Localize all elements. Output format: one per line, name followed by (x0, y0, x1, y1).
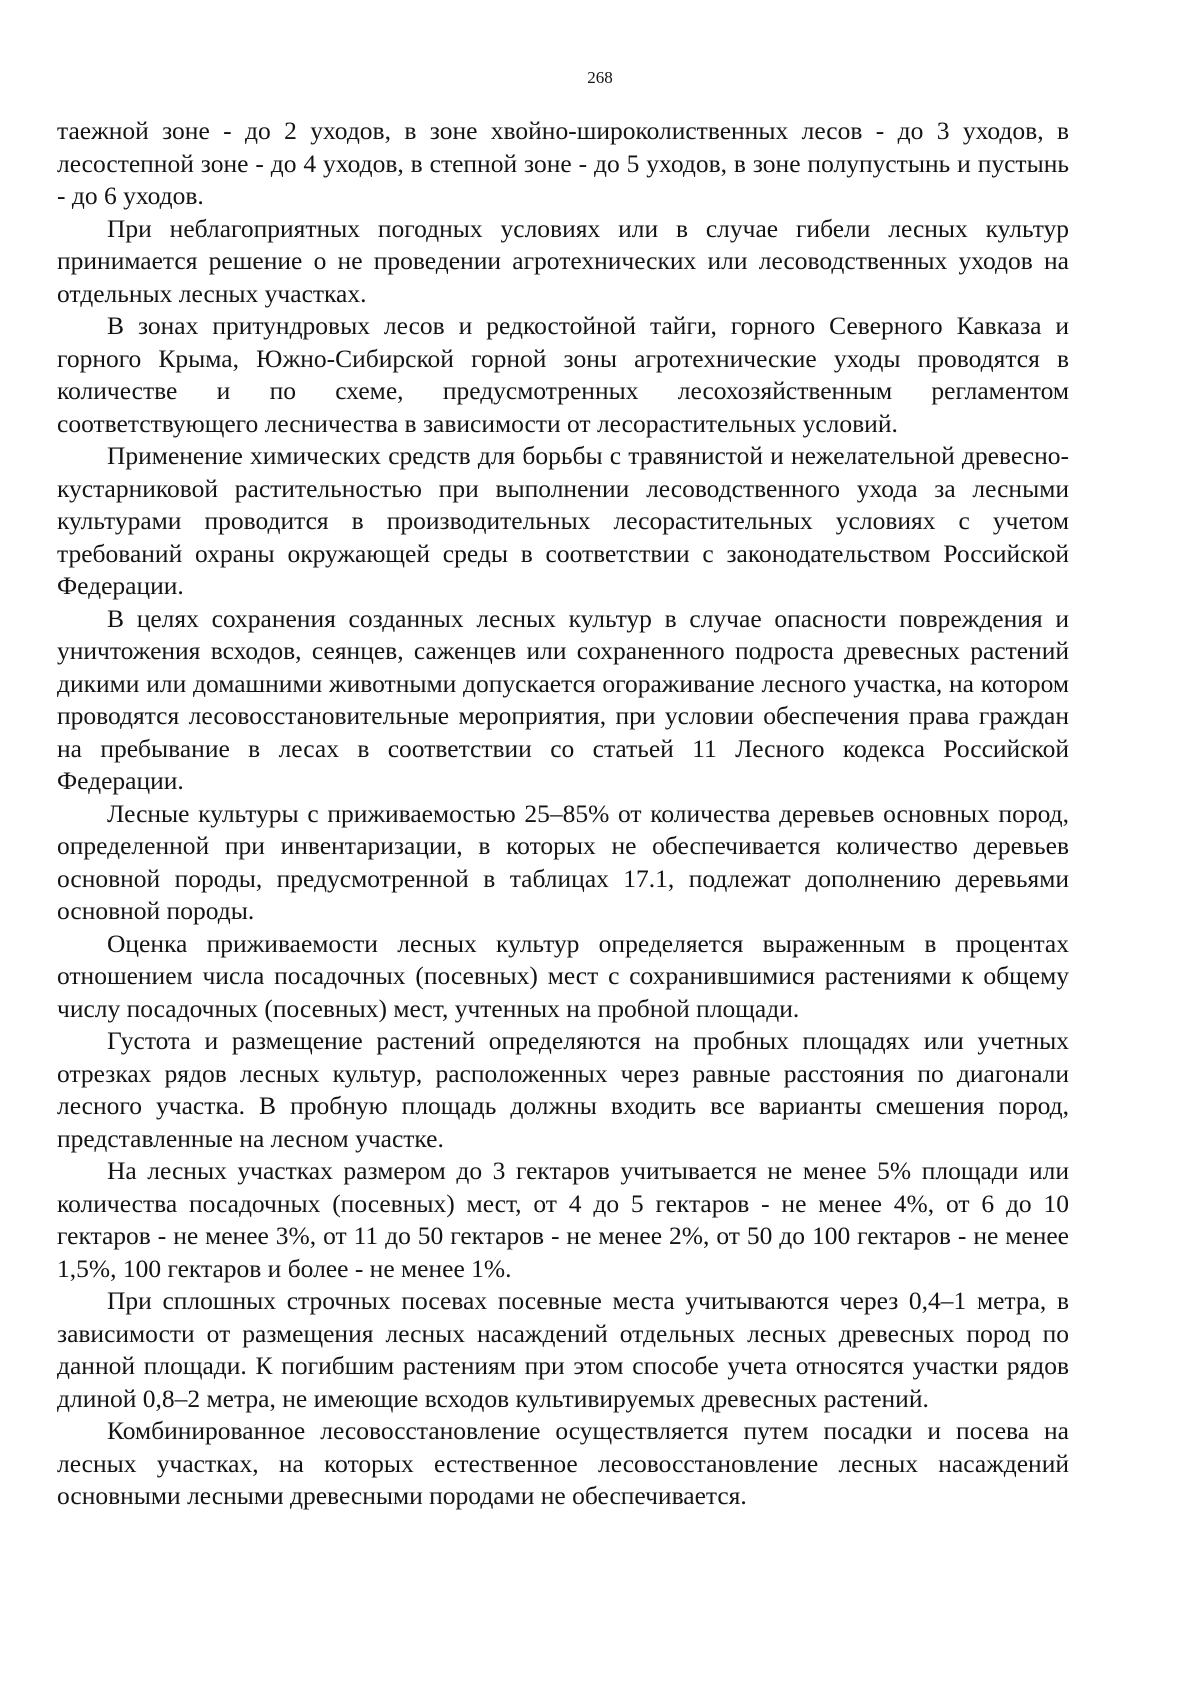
paragraph: Применение химических средств для борьбы с травянистой и нежелательной древесно-кустарниковой растительностью при выполнении лесоводственного ухода за лесными культурами проводится в производительных лесорастительных условиях с учетом требований охраны окружающей среды в соответствии с законодательством Российской Федерации. (57, 441, 1069, 600)
paragraph: На лесных участках размером до 3 гектаров учитывается не менее 5% площади или количества посадочных (посевных) мест, от 4 до 5 гектаров - не менее 4%, от 6 до 10 гектаров - не менее 3%, от 11 до 50 гектаров - не менее 2%, от 50 до 100 гектаров - не менее 1,5%, 100 гектаров и более - не менее 1%. (57, 1156, 1069, 1283)
paragraph: При неблагоприятных погодных условиях или в случае гибели лесных культур принимается решение о не проведении агротехнических или лесоводственных уходов на отдельных лесных участках. (57, 213, 1069, 308)
paragraph: Лесные культуры с приживаемостью 25–85% от количества деревьев основных пород, определенной при инвентаризации, в которых не обеспечивается количество деревьев основной породы, предусмотренной в таблицах 17.1, подлежат дополнению деревьями основной породы. (57, 798, 1069, 925)
paragraph: Комбинированное лесовосстановление осуществляется путем посадки и посева на лесных участках, на которых естественное лесовосстановление лесных насаждений основными лесными древесными породами не обеспечивается. (57, 1416, 1069, 1510)
paragraph: Густота и размещение растений определяются на пробных площадях или учетных отрезках рядов лесных культур, расположенных через равные расстояния по диагонали лесного участка. В пробную площадь должны входить все варианты смешения пород, представленные на лесном участке. (57, 1026, 1069, 1153)
page-number: 268 (587, 68, 613, 87)
paragraph: В целях сохранения созданных лесных культур в случае опасности повреждения и уничтожения всходов, сеянцев, саженцев или сохраненного подроста древесных растений дикими или домашними животными допускается огораживание лесного участка, на котором проводятся лесовосстановительные мероприятия, при условии обеспечения права граждан на пребывание в лесах в соответствии со статьей 11 Лесного кодекса Российской Федерации. (57, 603, 1069, 795)
paragraph: В зонах притундровых лесов и редкостойной тайги, горного Северного Кавказа и горного Крыма, Южно-Сибирской горной зоны агротехнические уходы проводятся в количестве и по схеме, предусмотренных лесохозяйственным регламентом соответствующего лесничества в зависимости от лесорастительных условий. (57, 311, 1069, 438)
paragraph: Оценка приживаемости лесных культур определяется выраженным в процентах отношением числа посадочных (посевных) мест с сохранившимися растениями к общему числу посадочных (посевных) мест, учтенных на пробной площади. (57, 928, 1069, 1023)
paragraph-continuation: таежной зоне - до 2 уходов, в зоне хвойно-широколиственных лесов - до 3 уходов, в лесостепной зоне - до 4 уходов, в степной зоне - до 5 уходов, в зоне полупустынь и пустынь - до 6 уходов. (57, 116, 1069, 210)
paragraph: При сплошных строчных посевах посевные места учитываются через 0,4–1 метра, в зависимости от размещения лесных насаждений отдельных лесных древесных пород по данной площади. К погибшим растениям при этом способе учета относятся участки рядов длиной 0,8–2 метра, не имеющие всходов культивируемых древесных растений. (57, 1286, 1069, 1413)
body-text (57, 115, 1069, 1513)
